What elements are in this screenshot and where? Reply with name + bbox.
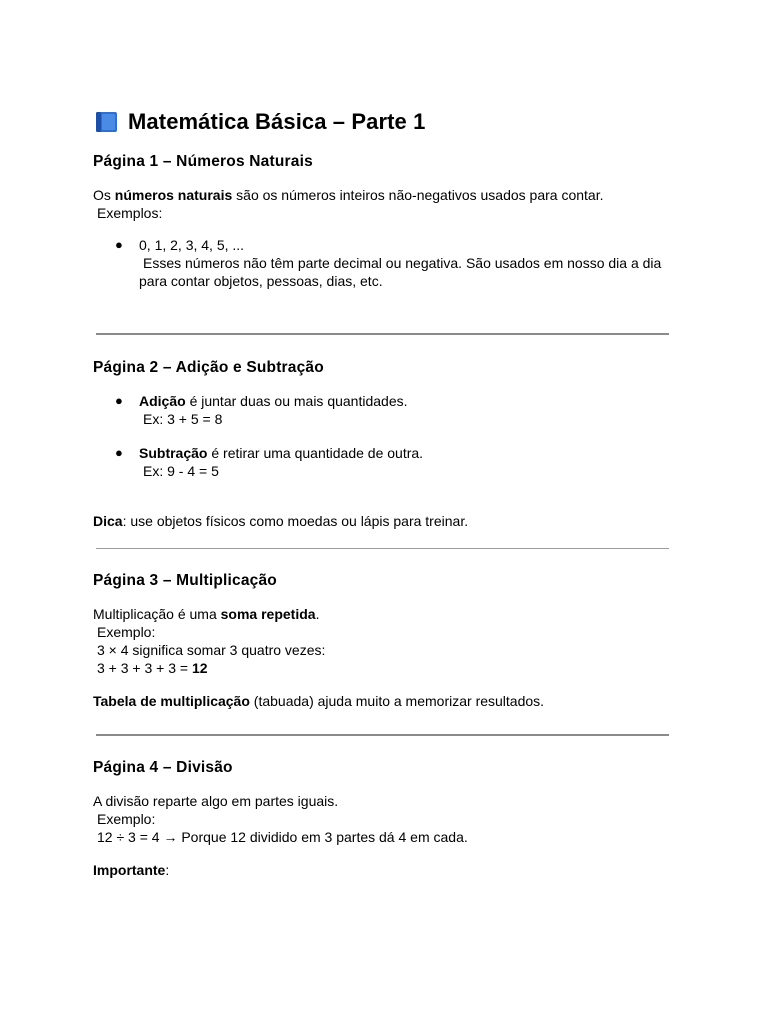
- list-item: [93, 236, 673, 290]
- paragraph-naturais-intro: Os números naturais são os números inteiros não-negativos usados para contar.: [93, 187, 604, 203]
- title-row: [93, 106, 673, 138]
- bullet-dot-icon: ●: [115, 393, 123, 408]
- section-divider: [96, 333, 669, 335]
- paragraph-importante: Importante:: [93, 862, 170, 878]
- paragraph-dica: Dica: use objetos físicos como moedas ou lápis para treinar.: [93, 513, 469, 529]
- bullet-dot-icon: ●: [115, 445, 123, 460]
- list-item: [93, 392, 673, 428]
- adicao-example: Ex: 3 + 5 = 8: [143, 411, 223, 427]
- example-label: Exemplo:: [97, 624, 156, 640]
- paragraph-divisao-intro: A divisão reparte algo em partes iguais.: [93, 793, 339, 809]
- document-title: Matemática Básica – Parte 1: [128, 109, 426, 134]
- subtracao-example: Ex: 9 - 4 = 5: [143, 463, 219, 479]
- example-line-1: 3 × 4 significa somar 3 quatro vezes:: [97, 642, 326, 658]
- list-item: [93, 444, 673, 480]
- bullet-list-operacoes: [93, 392, 673, 480]
- bullet-list-naturais: [93, 236, 673, 290]
- section-heading-numeros-naturais: Página 1 – Números Naturais: [93, 153, 313, 170]
- section-heading-adicao-subtracao: Página 2 – Adição e Subtração: [93, 359, 324, 376]
- example-line: 12 ÷ 3 = 4 → Porque 12 dividido em 3 partes dá 4 em cada.: [97, 829, 468, 845]
- example-line-2: 3 + 3 + 3 + 3 = 12: [97, 660, 208, 676]
- section-heading-multiplicacao: Página 3 – Multiplicação: [93, 572, 277, 589]
- examples-label: Exemplos:: [97, 205, 163, 221]
- bullet-adicao-text: Adição é juntar duas ou mais quantidades.: [139, 393, 408, 409]
- example-label: Exemplo:: [97, 811, 156, 827]
- bullet-desc-line-1: Esses números não têm parte decimal ou negativa. São usados em nosso dia a dia: [143, 255, 662, 271]
- blue-book-icon: [95, 111, 119, 133]
- section-heading-divisao: Página 4 – Divisão: [93, 759, 233, 776]
- paragraph-tabuada: Tabela de multiplicação (tabuada) ajuda muito a memorizar resultados.: [93, 693, 545, 709]
- paragraph-multiplicacao-intro: Multiplicação é uma soma repetida.: [93, 606, 320, 622]
- document-page: [93, 106, 673, 879]
- bullet-main-text: 0, 1, 2, 3, 4, 5, ...: [139, 237, 245, 253]
- section-divider: [96, 548, 669, 549]
- bullet-dot-icon: ●: [115, 237, 123, 252]
- bullet-desc-line-2: para contar objetos, pessoas, dias, etc.: [139, 273, 383, 289]
- section-divider: [96, 734, 669, 736]
- bullet-subtracao-text: Subtração é retirar uma quantidade de outra.: [139, 445, 424, 461]
